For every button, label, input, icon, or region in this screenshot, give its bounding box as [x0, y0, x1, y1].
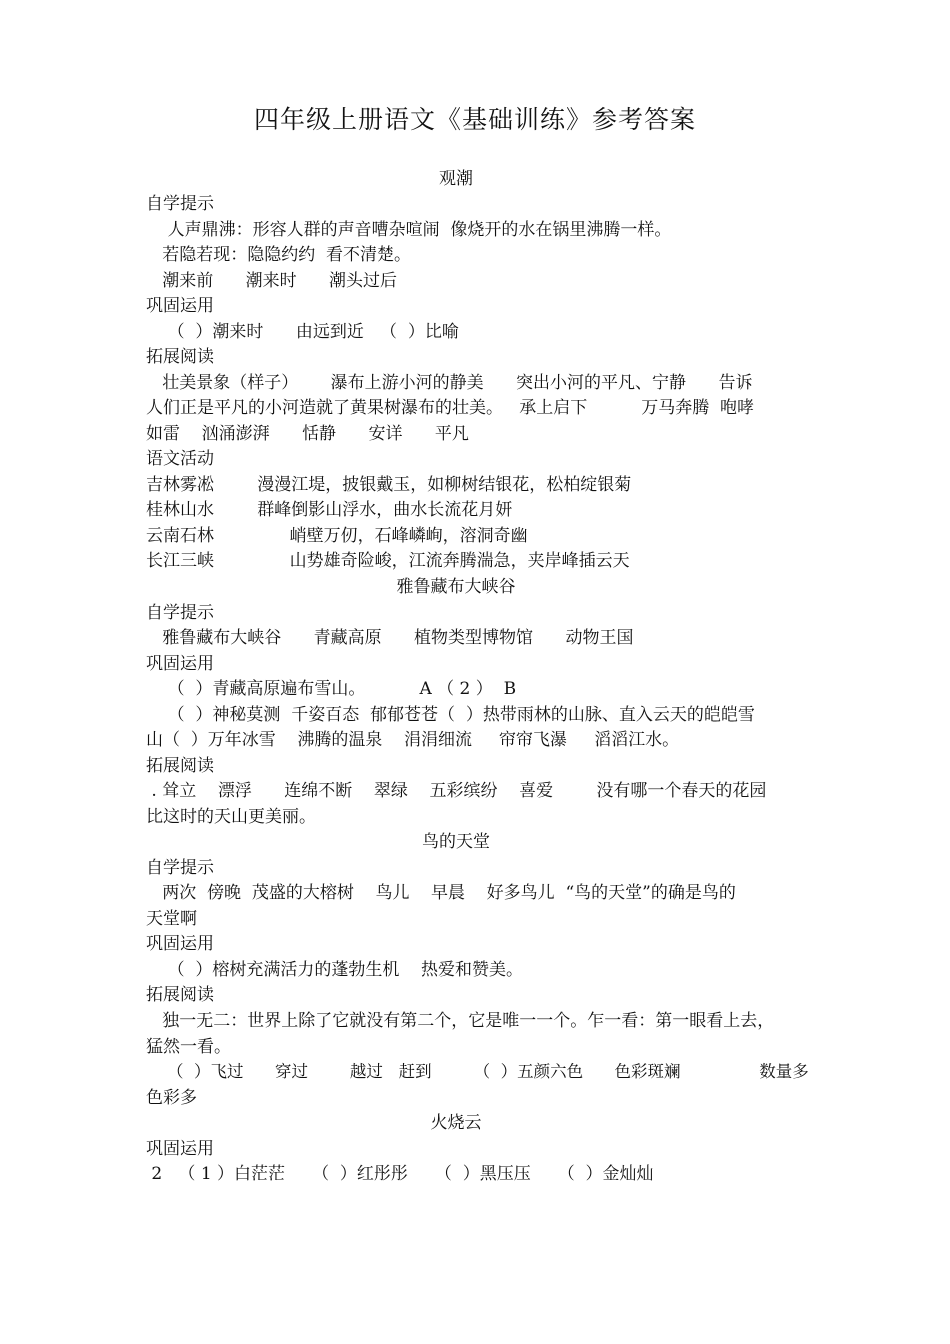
answer-line: 如雷 汹涌澎湃 恬静 安详 平凡 [146, 424, 469, 444]
answer-line: 人声鼎沸：形容人群的声音嘈杂喧闹 像烧开的水在锅里沸腾一样。 [146, 220, 672, 240]
answer-line: （ ）潮来时 由远到近 （ ）比喻 [146, 322, 459, 342]
section-heading: 火烧云 [430, 1113, 482, 1133]
answer-line: 两次 傍晚 茂盛的大榕树 鸟儿 早晨 好多鸟儿 “鸟的天堂”的确是鸟的 [146, 883, 736, 903]
answer-line: （ ）飞过 穿过 越过 赶到 （ ）五颜六色 色彩斑斓 数量多 [146, 1062, 809, 1081]
answer-line: 独一无二：世界上除了它就没有第二个，它是唯一一个。乍一看：第一眼看上去， [146, 1011, 775, 1031]
answer-line: （ ）青藏高原遍布雪山。 A （ 2 ） B [146, 679, 517, 699]
subheading: 自学提示 [146, 603, 214, 623]
subheading: 自学提示 [146, 194, 214, 214]
section-heading: 雅鲁藏布大峡谷 [396, 577, 516, 597]
subheading: 语文活动 [146, 449, 214, 469]
subheading: 拓展阅读 [146, 756, 214, 776]
answer-line: 色彩多 [146, 1088, 197, 1108]
answer-line: 天堂啊 [146, 909, 197, 929]
answer-line: . 耸立 漂浮 连绵不断 翠绿 五彩缤纷 喜爱 没有哪一个春天的花园 [146, 781, 767, 801]
subheading: 拓展阅读 [146, 347, 214, 367]
section-heading: 观潮 [439, 169, 473, 189]
subheading: 巩固运用 [146, 654, 214, 674]
answer-line: 人们正是平凡的小河造就了黄果树瀑布的壮美。 承上启下 万马奔腾 咆哮 [146, 398, 755, 418]
subheading: 巩固运用 [146, 934, 214, 954]
answer-line: 比这时的天山更美丽。 [146, 807, 316, 827]
answer-line: 桂林山水 群峰倒影山浮水，曲水长流花月妍 [146, 500, 513, 520]
subheading: 拓展阅读 [146, 985, 214, 1005]
answer-line: 吉林雾凇 漫漫江堤，披银戴玉，如柳树结银花，松柏绽银菊 [146, 475, 632, 495]
answer-line: 长江三峡 山势雄奇险峻，江流奔腾湍急，夹岸峰插云天 [146, 551, 630, 571]
answer-line: 若隐若现：隐隐约约 看不清楚。 [146, 245, 412, 265]
section-heading: 鸟的天堂 [422, 832, 490, 852]
answer-line: 山（ ）万年冰雪 沸腾的温泉 涓涓细流 帘帘飞瀑 滔滔江水。 [146, 730, 680, 750]
document-title: 四年级上册语文《基础训练》参考答案 [253, 105, 696, 134]
answer-line: 壮美景象（样子） 瀑布上游小河的静美 突出小河的平凡、宁静 告诉 [146, 373, 753, 393]
answer-line: 猛然一看。 [146, 1037, 231, 1057]
answer-line: （ ）神秘莫测 千姿百态 郁郁苍苍（ ）热带雨林的山脉、直入云天的皑皑雪 [146, 705, 755, 725]
subheading: 巩固运用 [146, 296, 214, 316]
answer-line: 雅鲁藏布大峡谷 青藏高原 植物类型博物馆 动物王国 [146, 628, 634, 648]
answer-line: 潮来前 潮来时 潮头过后 [146, 271, 398, 291]
answer-line: 2 （ 1 ）白茫茫 （ ）红彤彤 （ ）黑压压 （ ）金灿灿 [146, 1164, 654, 1184]
answer-line: （ ）榕树充满活力的蓬勃生机 热爱和赞美。 [146, 960, 524, 980]
answer-line: 云南石林 峭壁万仞，石峰嶙峋，溶洞奇幽 [146, 526, 528, 546]
subheading: 巩固运用 [146, 1139, 214, 1159]
subheading: 自学提示 [146, 858, 214, 878]
